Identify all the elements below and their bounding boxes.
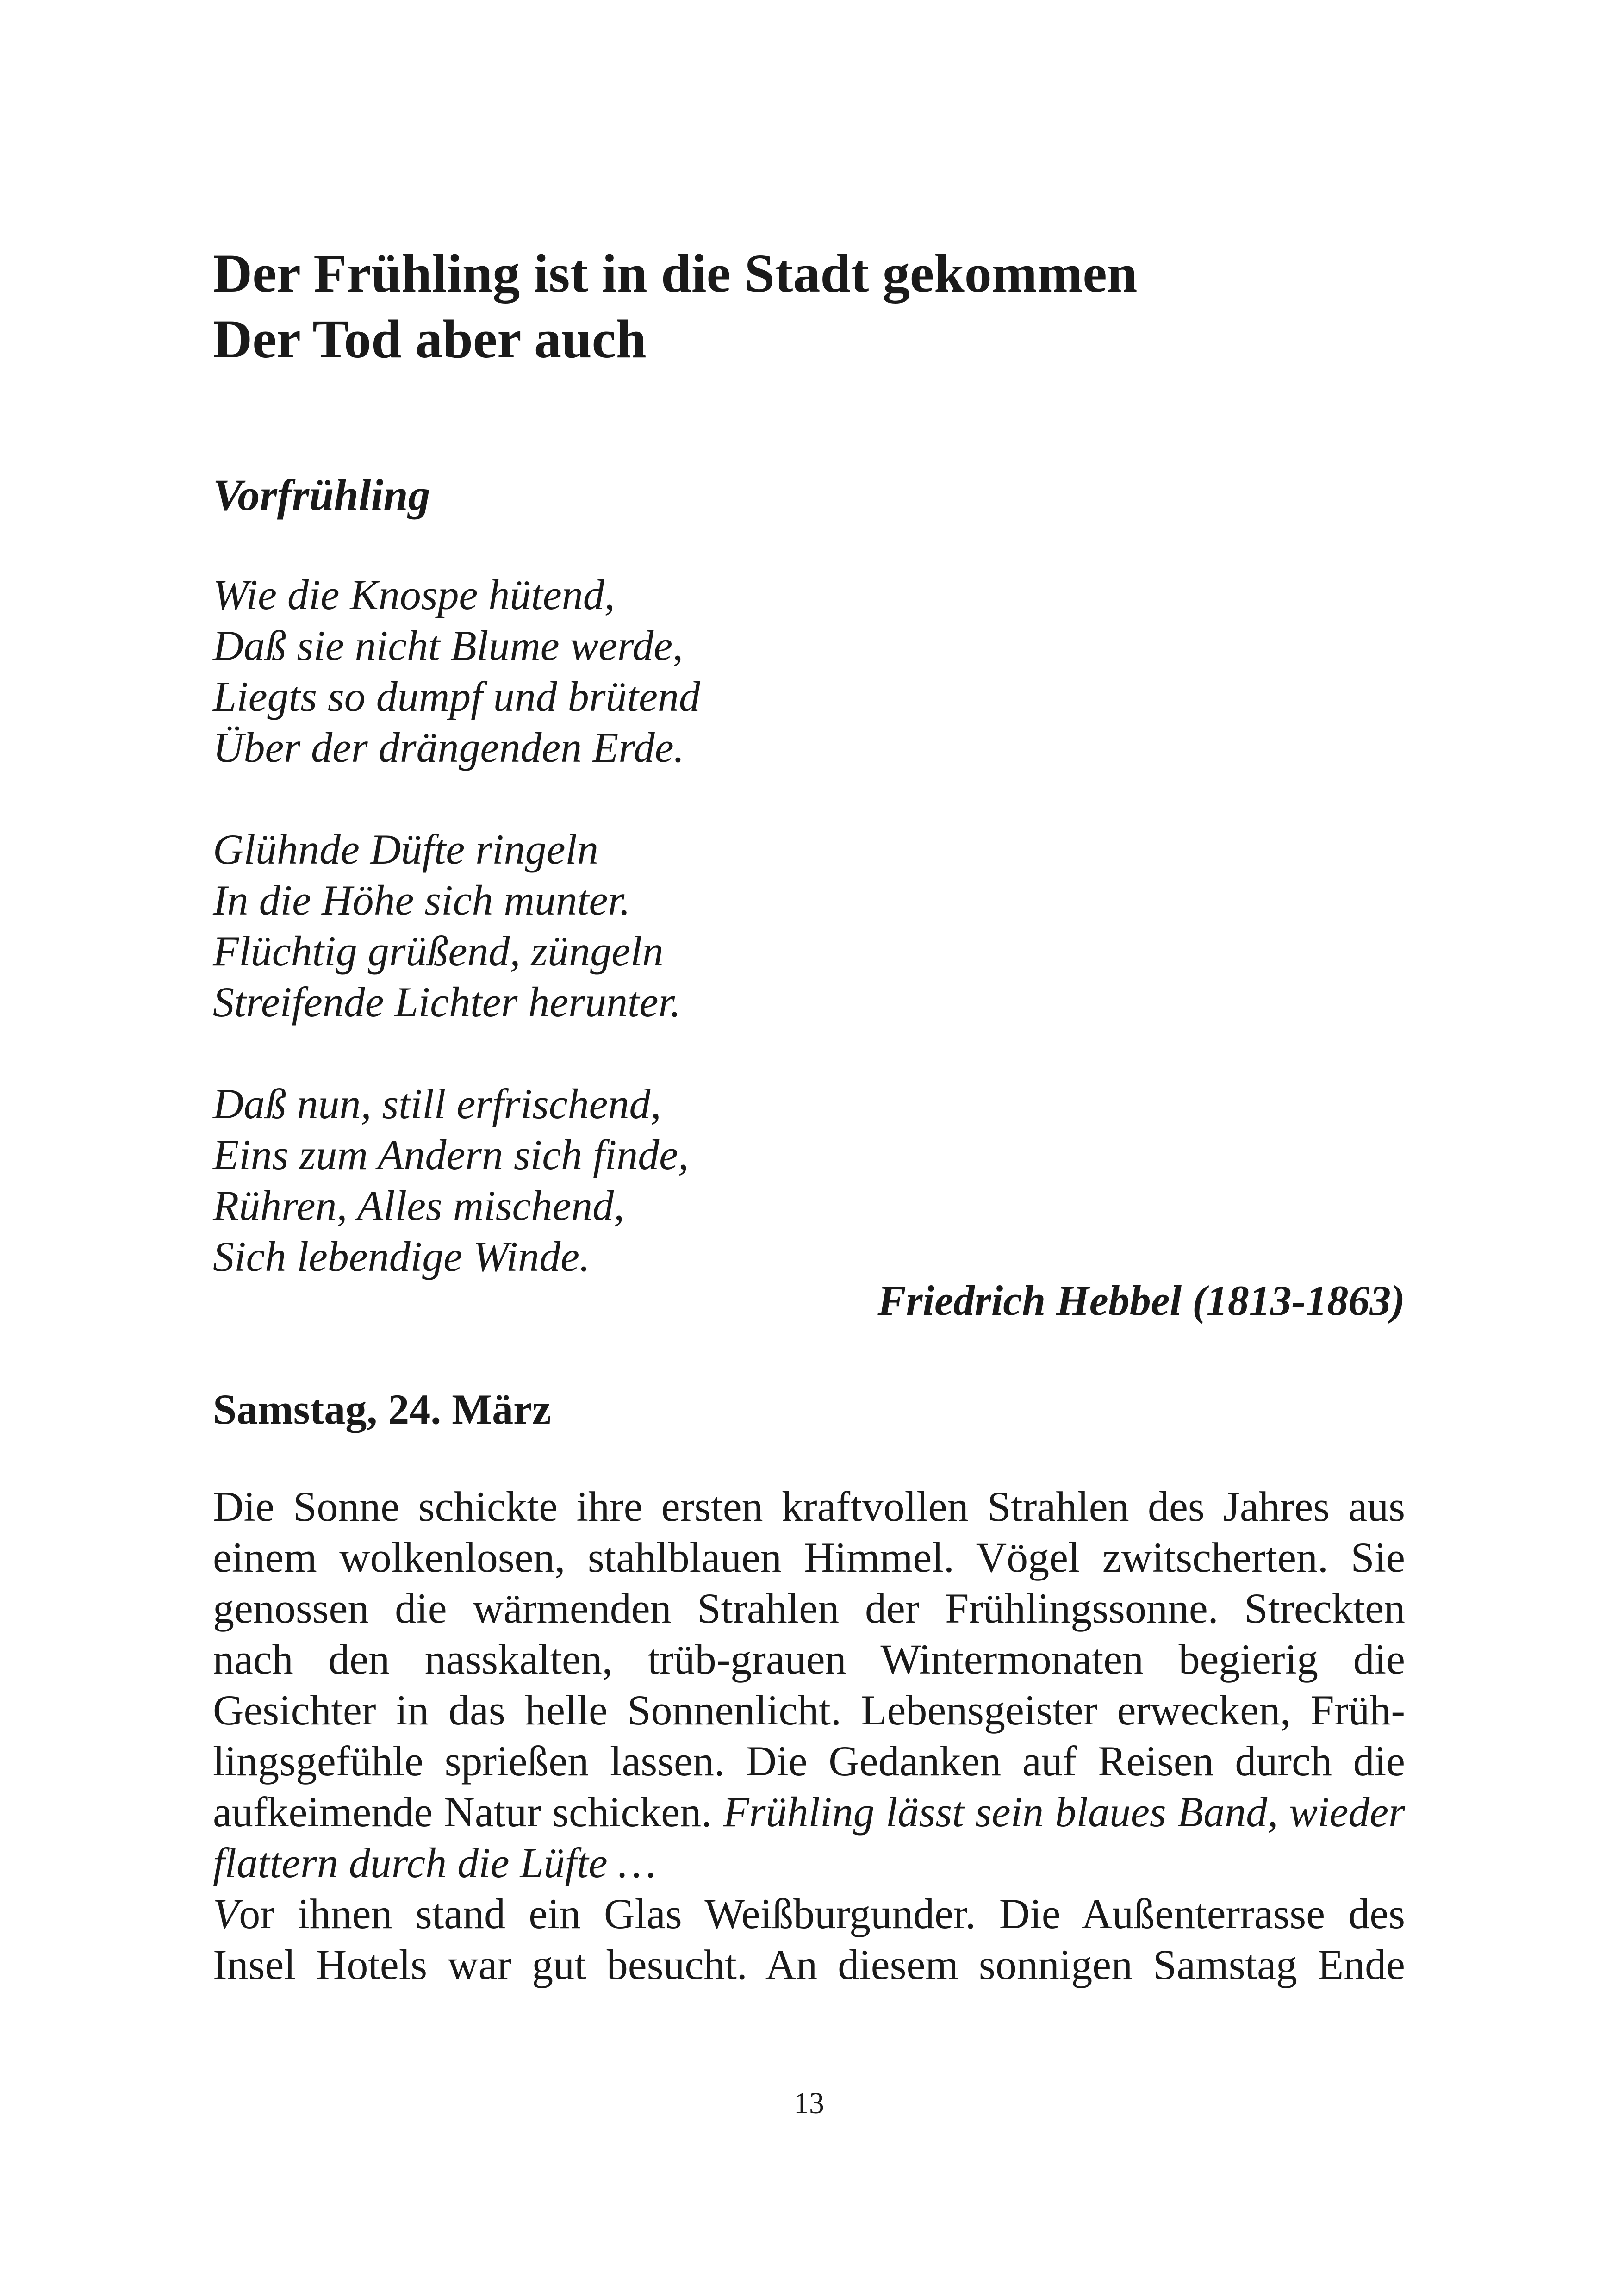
poem-stanza (213, 824, 1046, 1027)
quote-line (213, 1837, 1405, 1888)
chapter-title-line-1: Der Frühling ist in die Stadt gekommen (213, 243, 1138, 304)
page-number: 13 (794, 2086, 824, 2120)
poem-verse: Daß sie nicht Blume werde, (213, 622, 684, 669)
poem-title: Vorfrühling (213, 470, 430, 520)
poem (213, 569, 1046, 1282)
poem-verse: Eins zum Andern sich finde, (213, 1131, 689, 1178)
poem-stanza (213, 569, 1046, 773)
poem-verse: Streifende Lichter herunter. (213, 978, 681, 1026)
paragraph-initial: V (213, 1890, 239, 1937)
poem-verse: Glühnde Düfte ringeln (213, 826, 598, 873)
poem-verse: Über der drängenden Erde. (213, 724, 685, 771)
poem-verse: Flüchtig grüßend, züngeln (213, 927, 664, 975)
body-line-with-initial (213, 1888, 1405, 1939)
body-line: Insel Hotels war gut besucht. An diesem sonnigen Samstag Ende (213, 1941, 1405, 1988)
body-line-text: or ihnen stand ein Glas Weißburgunder. Die Außenterrasse des (239, 1890, 1405, 1937)
body-line-text: aufkeimende Natur schicken. (213, 1788, 712, 1836)
body-text (213, 1481, 1405, 1990)
body-line-with-quote (213, 1786, 1405, 1837)
entry-date-heading: Samstag, 24. März (213, 1386, 551, 1433)
chapter-title (213, 241, 1462, 372)
body-line: einem wolkenlosen, stahlblauen Himmel. Vögel zwitscherten. Sie (213, 1534, 1405, 1581)
poem-author: Friedrich Hebbel (1813-1863) (877, 1277, 1405, 1324)
chapter-title-line-2: Der Tod aber auch (213, 309, 647, 369)
body-line: Die Sonne schickte ihre ersten kraftvollen Strahlen des Jahres aus (213, 1483, 1405, 1530)
body-line: nach den nasskalten, trüb-grauen Wintermonaten begierig die (213, 1636, 1405, 1683)
poem-verse: Rühren, Alles mischend, (213, 1182, 625, 1229)
quote-text: Frühling lässt sein blaues Band, wieder (723, 1788, 1405, 1836)
poem-verse: In die Höhe sich munter. (213, 877, 630, 924)
quote-text-continued: flattern durch die Lüfte … (213, 1839, 656, 1886)
poem-verse: Liegts so dumpf und brütend (213, 673, 700, 720)
poem-stanza (213, 1078, 1046, 1282)
poem-verse: Sich lebendige Winde. (213, 1233, 590, 1280)
body-line: genossen die wärmenden Strahlen der Frühlingssonne. Streckten (213, 1585, 1405, 1632)
poem-verse: Daß nun, still erfrischend, (213, 1080, 661, 1127)
poem-verse: Wie die Knospe hütend, (213, 571, 615, 618)
body-line: lingsgefühle sprießen lassen. Die Gedanken auf Reisen durch die (213, 1737, 1405, 1785)
body-line: Gesichter in das helle Sonnenlicht. Lebensgeister erwecken, Früh- (213, 1686, 1405, 1734)
